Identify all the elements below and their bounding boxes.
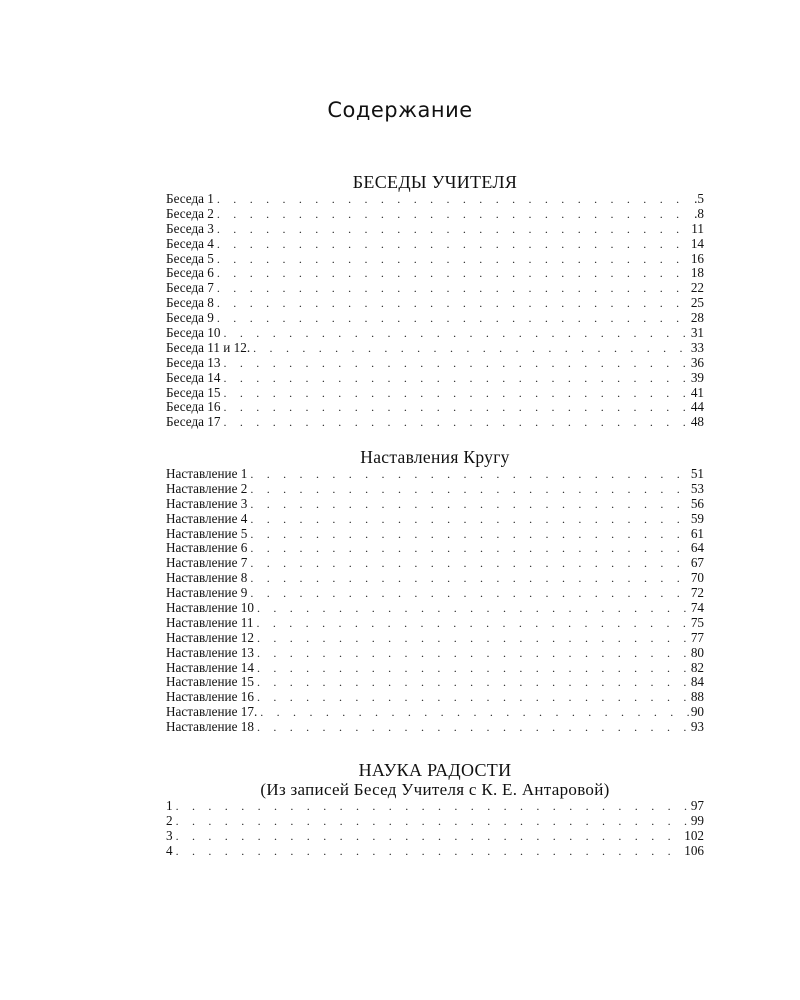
toc-entry-label: Беседа 8 [166,296,214,311]
dot-leader [224,326,689,341]
toc-entry-label: Беседа 14 [166,370,221,385]
toc-entry-page: 48 [690,415,704,430]
toc-entry-label: Наставление 15 [166,675,254,690]
dot-leader [257,646,689,661]
toc-entry-page: 84 [690,675,704,690]
dot-leader [253,341,689,356]
toc-entry[interactable] [166,541,704,556]
toc-entry-label: Беседа 9 [166,311,214,326]
toc-entry[interactable] [166,829,704,844]
toc-entry[interactable] [166,497,704,512]
toc-entry-label: Наставление 17. [166,705,258,720]
toc-entry-page: 97 [690,799,704,813]
dot-leader [250,586,688,601]
toc-entry-label: Наставление 1 [166,467,248,481]
toc-entry-label: Наставление 11 [166,615,254,630]
toc-entry-page: 16 [690,251,704,266]
toc-entry[interactable] [166,527,704,542]
toc-entry-page: .5 [694,192,704,206]
toc-entry-page: 33 [690,340,704,355]
toc-list [166,799,704,859]
toc-entry-page: 61 [690,526,704,541]
toc-entry-page: 90 [690,705,704,720]
toc-entry-page: 88 [690,690,704,705]
toc-entry[interactable] [166,799,704,814]
section-heading: БЕСЕДЫ УЧИТЕЛЯ [352,172,518,192]
page-title: Содержание [327,98,473,122]
toc-entry[interactable] [166,661,704,676]
toc-entry-label: Беседа 6 [166,266,214,281]
toc-entry[interactable] [166,586,704,601]
dot-leader [250,512,688,527]
section-heading: НАУКА РАДОСТИ [358,760,512,780]
dot-leader [224,400,689,415]
dot-leader [257,601,689,616]
dot-leader [250,556,688,571]
toc-entry[interactable] [166,690,704,705]
dot-leader [217,207,692,222]
toc-entry-page: 99 [690,813,704,828]
toc-entry-page: 102 [684,828,704,843]
dot-leader [217,192,692,207]
toc-entry-label: Беседа 7 [166,281,214,296]
section-nauka-radosti [166,760,704,859]
toc-entry[interactable] [166,646,704,661]
dot-leader [257,675,689,690]
toc-entry[interactable] [166,207,704,222]
toc-entry-page: 36 [690,355,704,370]
dot-leader [176,844,683,859]
toc-entry[interactable] [166,237,704,252]
toc-entry-page: 59 [690,511,704,526]
dot-leader [257,720,689,735]
dot-leader [250,467,688,482]
toc-entry[interactable] [166,844,704,859]
toc-entry[interactable] [166,311,704,326]
toc-entry[interactable] [166,571,704,586]
toc-entry-page: 18 [690,266,704,281]
toc-entry-label: Наставление 10 [166,601,254,616]
toc-entry-page: .8 [694,206,704,221]
dot-leader [217,266,689,281]
dot-leader [224,386,689,401]
toc-entry[interactable] [166,341,704,356]
toc-entry-page: 75 [690,615,704,630]
toc-entry-label: 3 [166,828,173,843]
toc-entry-page: 11 [691,221,704,236]
toc-entry[interactable] [166,415,704,430]
toc-entry-label: Беседа 10 [166,326,221,341]
toc-entry-page: 67 [690,556,704,571]
toc-entry-page: 39 [690,370,704,385]
dot-leader [224,415,689,430]
toc-entry-label: Беседа 15 [166,385,221,400]
toc-entry-page: 41 [690,385,704,400]
toc-entry-page: 22 [690,281,704,296]
toc-entry[interactable] [166,482,704,497]
toc-entry-page: 56 [690,496,704,511]
toc-entry[interactable] [166,720,704,735]
toc-entry-page: 31 [690,326,704,341]
toc-entry-page: 64 [690,541,704,556]
dot-leader [256,616,688,631]
toc-entry[interactable] [166,814,704,829]
toc-entry-label: Наставление 14 [166,660,254,675]
dot-leader [257,661,689,676]
toc-entry-label: Беседа 4 [166,236,214,251]
toc-entry-label: Беседа 17 [166,415,221,430]
toc-entry-label: Наставление 8 [166,571,248,586]
dot-leader [257,631,689,646]
toc-entry-page: 28 [690,311,704,326]
toc-entry-page: 82 [690,660,704,675]
toc-entry[interactable] [166,556,704,571]
toc-entry[interactable] [166,192,704,207]
dot-leader [217,237,689,252]
toc-entry-label: Наставление 4 [166,511,248,526]
toc-entry-label: Беседа 13 [166,355,221,370]
toc-entry[interactable] [166,266,704,281]
dot-leader [176,829,683,844]
toc-entry-page: 80 [690,645,704,660]
toc-entry-page: 72 [690,586,704,601]
dot-leader [250,497,688,512]
dot-leader [217,311,689,326]
dot-leader [257,690,689,705]
toc-entry-page: 44 [690,400,704,415]
dot-leader [217,222,689,237]
toc-entry-label: Наставление 7 [166,556,248,571]
toc-entry[interactable] [166,281,704,296]
dot-leader [250,541,688,556]
toc-entry[interactable] [166,675,704,690]
toc-entry[interactable] [166,356,704,371]
toc-entry[interactable] [166,631,704,646]
toc-entry-label: Беседа 16 [166,400,221,415]
section-heading: Наставления Кругу [360,447,510,467]
dot-leader [217,296,689,311]
toc-entry-label: Беседа 1 [166,192,214,206]
toc-entry-label: Наставление 12 [166,630,254,645]
toc-entry-page: 93 [690,720,704,735]
section-nastavleniya [166,447,704,735]
toc-entry-label: Наставление 6 [166,541,248,556]
toc-entry[interactable] [166,222,704,237]
toc-entry-label: Наставление 2 [166,481,248,496]
toc-entry-page: 53 [690,481,704,496]
toc-entry[interactable] [166,512,704,527]
dot-leader [176,814,689,829]
toc-entry[interactable] [166,296,704,311]
toc-entry-label: Наставление 18 [166,720,254,735]
toc-entry-page: 70 [690,571,704,586]
toc-list [166,467,704,735]
toc-entry-label: 2 [166,813,173,828]
toc-entry-page: 51 [690,467,704,481]
section-besedy [166,172,704,430]
toc-entry-label: Беседа 5 [166,251,214,266]
dot-leader [250,482,688,497]
toc-entry-label: Наставление 13 [166,645,254,660]
toc-entry-label: Наставление 5 [166,526,248,541]
toc-entry[interactable] [166,252,704,267]
dot-leader [250,527,688,542]
dot-leader [260,705,689,720]
toc-entry-page: 25 [690,296,704,311]
toc-entry-label: Наставление 16 [166,690,254,705]
section-subheading: (Из записей Бесед Учителя с К. Е. Антаровой) [260,780,610,799]
toc-entry[interactable] [166,467,704,482]
toc-entry[interactable] [166,386,704,401]
toc-entry[interactable] [166,371,704,386]
toc-entry-label: Наставление 3 [166,496,248,511]
toc-entry[interactable] [166,616,704,631]
toc-entry-label: 1 [166,799,173,813]
toc-entry[interactable] [166,601,704,616]
toc-entry-label: 4 [166,843,173,858]
dot-leader [224,371,689,386]
dot-leader [217,252,689,267]
dot-leader [224,356,689,371]
toc-list [166,192,704,430]
toc-entry-page: 14 [690,236,704,251]
dot-leader [217,281,689,296]
toc-entry[interactable] [166,705,704,720]
toc-entry[interactable] [166,326,704,341]
toc-entry-label: Наставление 9 [166,586,248,601]
toc-entry[interactable] [166,400,704,415]
toc-entry-label: Беседа 2 [166,206,214,221]
toc-entry-page: 74 [690,601,704,616]
toc-entry-label: Беседа 3 [166,221,214,236]
dot-leader [250,571,688,586]
toc-entry-page: 77 [690,630,704,645]
toc-entry-label: Беседа 11 и 12. [166,340,251,355]
toc-entry-page: 106 [684,843,704,858]
dot-leader [176,799,689,814]
